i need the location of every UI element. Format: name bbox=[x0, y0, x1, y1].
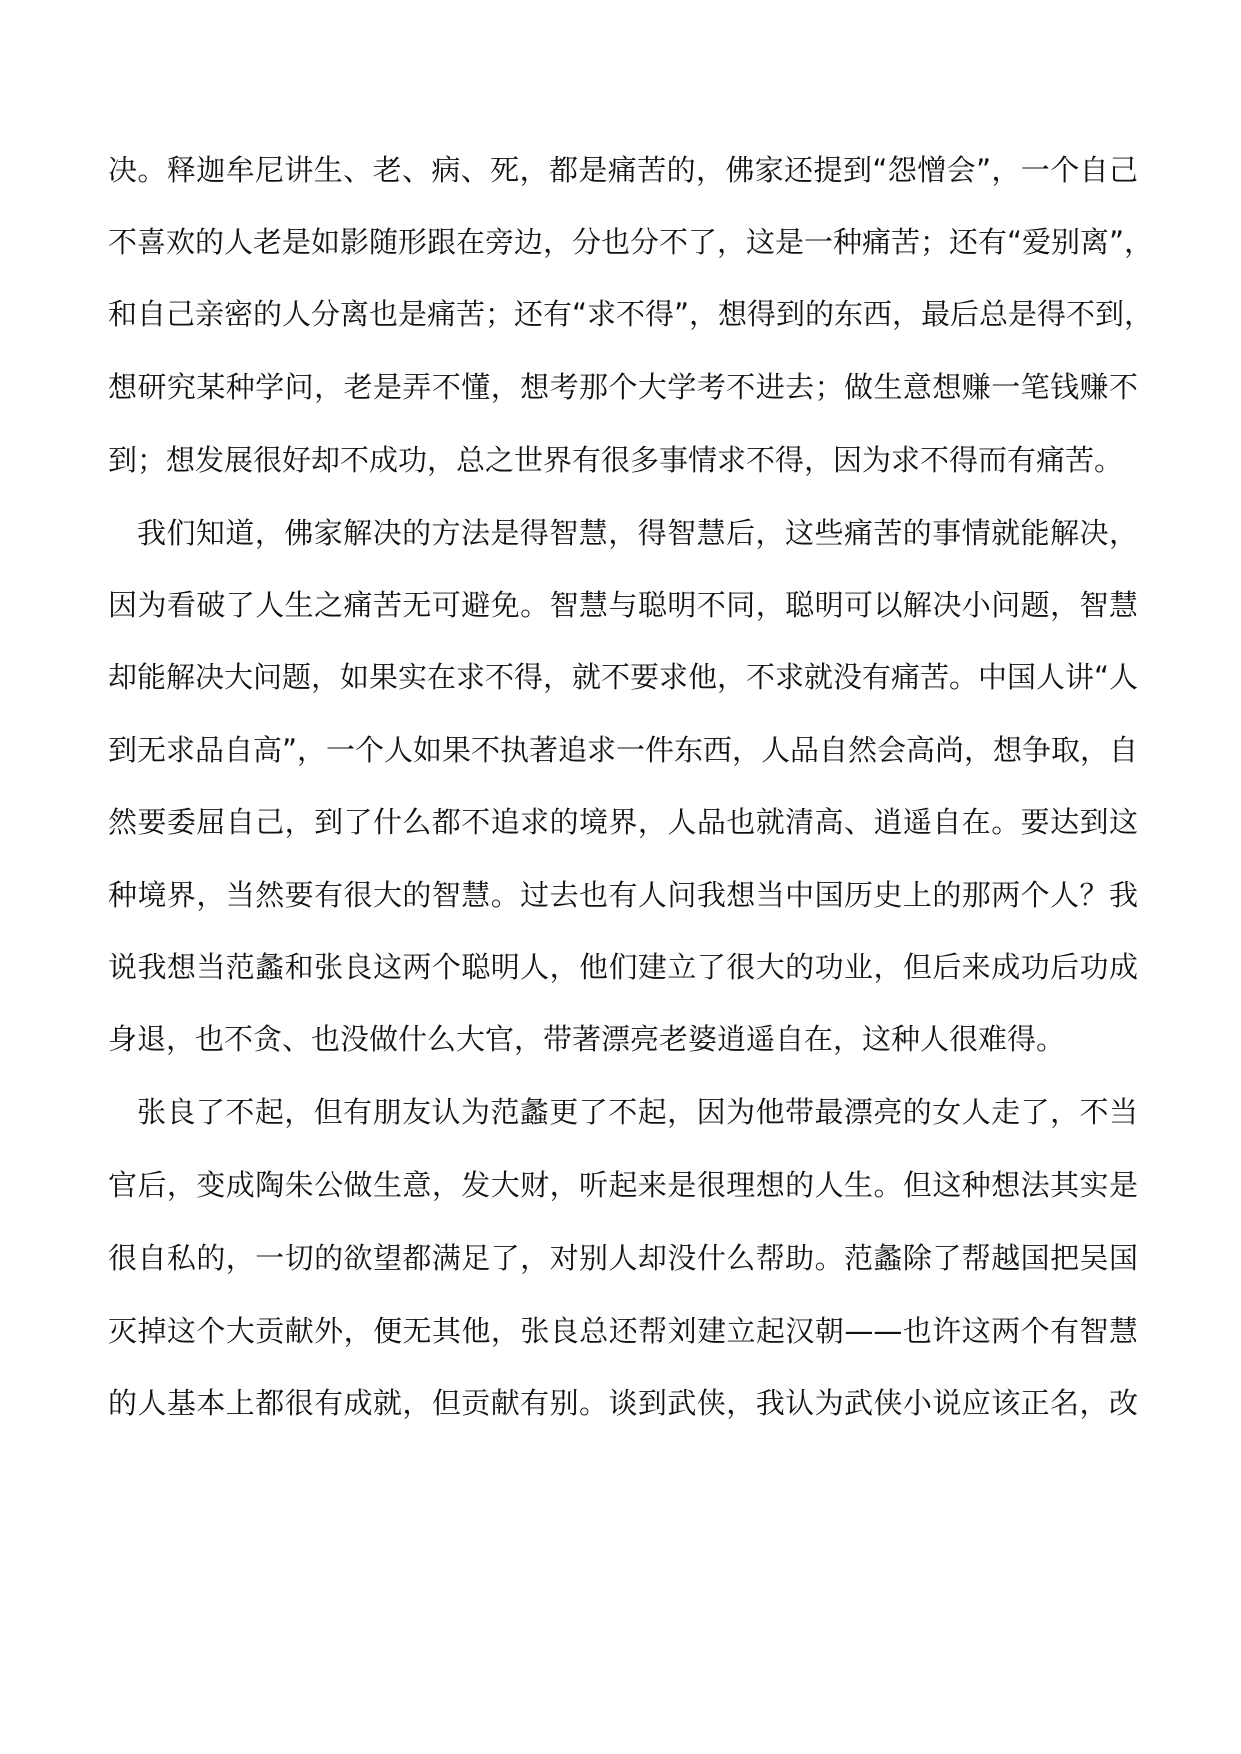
text-line-13: 身退，也不贪、也没做什么大官，带著漂亮老婆逍遥自在，这种人很难得。 bbox=[108, 1022, 1066, 1056]
text-line-7: 因为看破了人生之痛苦无可避免。智慧与聪明不同，聪明可以解决小问题，智慧 bbox=[108, 588, 1138, 622]
text-line-5: 到；想发展很好却不成功，总之世界有很多事情求不得，因为求不得而有痛苦。 bbox=[108, 443, 1124, 477]
text-line-3: 和自己亲密的人分离也是痛苦；还有“求不得”，想得到的东西，最后总是得不到， bbox=[108, 297, 1154, 331]
text-line-1: 决。释迦牟尼讲生、老、病、死，都是痛苦的，佛家还提到“怨憎会”，一个自己 bbox=[108, 153, 1138, 187]
text-line-16: 很自私的，一切的欲望都满足了，对别人却没什么帮助。范蠡除了帮越国把吴国 bbox=[108, 1241, 1138, 1275]
text-line-4: 想研究某种学问，老是弄不懂，想考那个大学考不进去；做生意想赚一笔钱赚不 bbox=[108, 370, 1138, 404]
text-line-2: 不喜欢的人老是如影随形跟在旁边，分也分不了，这是一种痛苦；还有“爱别离”， bbox=[108, 225, 1154, 259]
text-line-17: 灭掉这个大贡献外，便无其他，张良总还帮刘建立起汉朝——也许这两个有智慧 bbox=[108, 1314, 1138, 1348]
text-line-6: 我们知道，佛家解决的方法是得智慧，得智慧后，这些痛苦的事情就能解决， bbox=[137, 516, 1138, 550]
text-line-9: 到无求品自高”，一个人如果不执著追求一件东西，人品自然会高尚，想争取，自 bbox=[108, 733, 1139, 767]
text-line-14: 张良了不起，但有朋友认为范蠡更了不起，因为他带最漂亮的女人走了，不当 bbox=[137, 1095, 1138, 1129]
text-line-11: 种境界，当然要有很大的智慧。过去也有人问我想当中国历史上的那两个人？我 bbox=[108, 878, 1138, 912]
text-line-8: 却能解决大问题，如果实在求不得，就不要求他，不求就没有痛苦。中国人讲“人 bbox=[108, 660, 1139, 694]
text-line-18: 的人基本上都很有成就，但贡献有别。谈到武侠，我认为武侠小说应该正名，改 bbox=[108, 1386, 1138, 1420]
text-line-15: 官后，变成陶朱公做生意，发大财，听起来是很理想的人生。但这种想法其实是 bbox=[108, 1168, 1138, 1202]
text-line-12: 说我想当范蠡和张良这两个聪明人，他们建立了很大的功业，但后来成功后功成 bbox=[108, 950, 1138, 984]
text-line-10: 然要委屈自己，到了什么都不追求的境界，人品也就清高、逍遥自在。要达到这 bbox=[108, 805, 1138, 839]
